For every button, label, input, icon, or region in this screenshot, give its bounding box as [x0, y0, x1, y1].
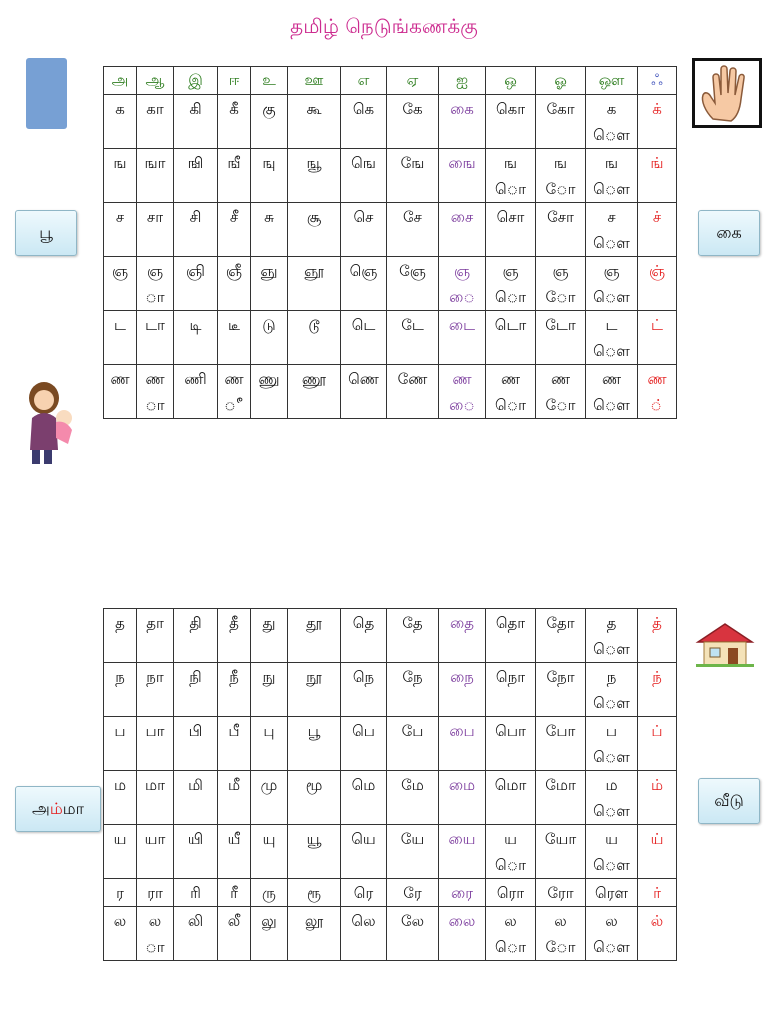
- top-cell-2-1: சா: [137, 203, 174, 257]
- bottom-cell-4-6: யெ: [341, 825, 387, 879]
- top-cell-4-1: டா: [137, 311, 174, 365]
- mother-icon: [22, 378, 82, 468]
- top-cell-4-7: டே: [387, 311, 439, 365]
- bottom-cell-2-3: பீ: [218, 717, 251, 771]
- top-cell-0-8: கை: [439, 95, 486, 149]
- word-card-amma[interactable]: [15, 786, 101, 832]
- bottom-cell-5-11: ரௌ: [586, 879, 638, 907]
- top-cell-3-4: ஞு: [251, 257, 288, 311]
- vowel-cell-0-3: ஈ: [218, 67, 251, 95]
- bottom-cell-2-7: பே: [387, 717, 439, 771]
- table-row: [104, 203, 677, 257]
- bottom-cell-1-12: ந்: [638, 663, 677, 717]
- bottom-cell-3-9: மொ: [486, 771, 536, 825]
- bottom-cell-4-7: யே: [387, 825, 439, 879]
- blue-rectangle: [26, 58, 67, 129]
- bottom-cell-4-12: ய்: [638, 825, 677, 879]
- table-row: [104, 311, 677, 365]
- bottom-cell-5-12: ர்: [638, 879, 677, 907]
- bottom-cell-5-2: ரி: [174, 879, 218, 907]
- vowel-cell-0-2: இ: [174, 67, 218, 95]
- word-kai: கை: [716, 222, 742, 242]
- bottom-cell-2-10: போ: [536, 717, 586, 771]
- bottom-cell-5-5: ரூ: [288, 879, 341, 907]
- top-cell-4-3: டீ: [218, 311, 251, 365]
- bottom-cell-0-7: தே: [387, 609, 439, 663]
- table-row: [104, 771, 677, 825]
- bottom-cell-6-0: ல: [104, 907, 137, 961]
- bottom-cell-2-8: பை: [439, 717, 486, 771]
- bottom-cell-5-3: ரீ: [218, 879, 251, 907]
- top-cell-4-12: ட்: [638, 311, 677, 365]
- top-cell-0-2: கி: [174, 95, 218, 149]
- bottom-cell-0-0: த: [104, 609, 137, 663]
- top-cell-1-5: ஙூ: [288, 149, 341, 203]
- bottom-cell-4-8: யை: [439, 825, 486, 879]
- table-row: [104, 257, 677, 311]
- bottom-cell-1-10: நோ: [536, 663, 586, 717]
- top-cell-2-0: ச: [104, 203, 137, 257]
- vowel-row: [104, 67, 677, 95]
- vowel-cell-0-7: ஏ: [387, 67, 439, 95]
- bottom-cell-4-9: ய ொ: [486, 825, 536, 879]
- bottom-cell-3-5: மூ: [288, 771, 341, 825]
- bottom-cell-3-3: மீ: [218, 771, 251, 825]
- bottom-cell-4-11: ய ௌ: [586, 825, 638, 879]
- top-cell-1-7: ஙே: [387, 149, 439, 203]
- vowel-cell-0-10: ஓ: [536, 67, 586, 95]
- bottom-cell-6-1: ல ா: [137, 907, 174, 961]
- bottom-cell-4-2: யி: [174, 825, 218, 879]
- top-cell-2-4: சு: [251, 203, 288, 257]
- top-cell-4-11: ட ௌ: [586, 311, 638, 365]
- bottom-cell-1-3: நீ: [218, 663, 251, 717]
- top-cell-2-10: சோ: [536, 203, 586, 257]
- bottom-cell-6-2: லி: [174, 907, 218, 961]
- bottom-cell-3-8: மை: [439, 771, 486, 825]
- top-cell-3-8: ஞ ை: [439, 257, 486, 311]
- bottom-cell-2-2: பி: [174, 717, 218, 771]
- top-cell-2-5: சூ: [288, 203, 341, 257]
- top-cell-1-11: ங ௌ: [586, 149, 638, 203]
- bottom-cell-6-4: லு: [251, 907, 288, 961]
- top-cell-2-6: செ: [341, 203, 387, 257]
- top-cell-5-9: ண ொ: [486, 365, 536, 419]
- top-cell-5-3: ண ீ: [218, 365, 251, 419]
- top-cell-1-0: ங: [104, 149, 137, 203]
- bottom-cell-2-12: ப்: [638, 717, 677, 771]
- top-cell-1-6: ஙெ: [341, 149, 387, 203]
- letter-table-bottom: [103, 608, 677, 961]
- vowel-cell-0-0: அ: [104, 67, 137, 95]
- top-cell-1-10: ங ோ: [536, 149, 586, 203]
- house-icon: [694, 620, 756, 670]
- bottom-cell-3-11: ம ௌ: [586, 771, 638, 825]
- table-row: [104, 717, 677, 771]
- top-cell-5-7: ணே: [387, 365, 439, 419]
- bottom-cell-4-1: யா: [137, 825, 174, 879]
- bottom-cell-5-0: ர: [104, 879, 137, 907]
- table-row: [104, 825, 677, 879]
- top-cell-2-2: சி: [174, 203, 218, 257]
- top-cell-3-6: ஞெ: [341, 257, 387, 311]
- top-cell-4-4: டு: [251, 311, 288, 365]
- top-cell-5-11: ண ௌ: [586, 365, 638, 419]
- bottom-cell-1-9: நொ: [486, 663, 536, 717]
- top-cell-3-10: ஞ ோ: [536, 257, 586, 311]
- bottom-cell-4-3: யீ: [218, 825, 251, 879]
- top-cell-4-2: டி: [174, 311, 218, 365]
- top-cell-1-8: ஙை: [439, 149, 486, 203]
- top-cell-0-11: க ௌ: [586, 95, 638, 149]
- top-cell-0-10: கோ: [536, 95, 586, 149]
- bottom-cell-3-6: மெ: [341, 771, 387, 825]
- bottom-cell-6-11: ல ௌ: [586, 907, 638, 961]
- bottom-cell-3-4: மு: [251, 771, 288, 825]
- top-cell-2-11: ச ௌ: [586, 203, 638, 257]
- bottom-cell-6-10: ல ோ: [536, 907, 586, 961]
- vowel-cell-0-5: ஊ: [288, 67, 341, 95]
- bottom-cell-6-6: லெ: [341, 907, 387, 961]
- bottom-cell-4-4: யு: [251, 825, 288, 879]
- vowel-cell-0-6: எ: [341, 67, 387, 95]
- bottom-cell-3-2: மி: [174, 771, 218, 825]
- bottom-cell-0-11: த ௌ: [586, 609, 638, 663]
- top-cell-1-4: ஙு: [251, 149, 288, 203]
- bottom-cell-1-4: நு: [251, 663, 288, 717]
- top-cell-5-4: ணு: [251, 365, 288, 419]
- bottom-cell-6-7: லே: [387, 907, 439, 961]
- bottom-cell-1-2: நி: [174, 663, 218, 717]
- word-card-poo[interactable]: [15, 210, 77, 256]
- top-cell-3-12: ஞ்: [638, 257, 677, 311]
- table-row: [104, 149, 677, 203]
- top-cell-5-5: ணூ: [288, 365, 341, 419]
- top-cell-0-12: க்: [638, 95, 677, 149]
- top-cell-1-9: ங ொ: [486, 149, 536, 203]
- bottom-cell-0-3: தீ: [218, 609, 251, 663]
- bottom-cell-5-10: ரோ: [536, 879, 586, 907]
- top-cell-3-5: ஞூ: [288, 257, 341, 311]
- bottom-cell-4-5: யூ: [288, 825, 341, 879]
- house-picture: [694, 620, 756, 670]
- hand-icon: [695, 61, 759, 125]
- bottom-cell-0-6: தெ: [341, 609, 387, 663]
- mother-child-picture: [22, 378, 82, 468]
- top-cell-1-3: ஙீ: [218, 149, 251, 203]
- top-cell-3-9: ஞ ொ: [486, 257, 536, 311]
- word-amma-part3: மா: [62, 798, 84, 818]
- top-cell-0-7: கே: [387, 95, 439, 149]
- top-cell-0-3: கீ: [218, 95, 251, 149]
- bottom-cell-4-0: ய: [104, 825, 137, 879]
- top-cell-5-8: ண ை: [439, 365, 486, 419]
- bottom-cell-3-0: ம: [104, 771, 137, 825]
- bottom-cell-5-4: ரு: [251, 879, 288, 907]
- bottom-cell-3-7: மே: [387, 771, 439, 825]
- word-poo: பூ: [39, 222, 53, 242]
- top-cell-3-2: ஞி: [174, 257, 218, 311]
- word-card-veedu[interactable]: [698, 778, 760, 824]
- bottom-cell-0-12: த்: [638, 609, 677, 663]
- vowel-cell-0-8: ஐ: [439, 67, 486, 95]
- word-amma-part1: அ: [32, 798, 50, 818]
- bottom-cell-1-1: நா: [137, 663, 174, 717]
- vowel-cell-0-12: ஃ: [638, 67, 677, 95]
- top-cell-0-0: க: [104, 95, 137, 149]
- bottom-cell-2-0: ப: [104, 717, 137, 771]
- bottom-cell-4-10: யோ: [536, 825, 586, 879]
- top-cell-0-9: கொ: [486, 95, 536, 149]
- bottom-cell-1-7: நே: [387, 663, 439, 717]
- top-cell-4-6: டெ: [341, 311, 387, 365]
- bottom-cell-6-12: ல்: [638, 907, 677, 961]
- bottom-cell-1-8: நை: [439, 663, 486, 717]
- top-cell-3-0: ஞ: [104, 257, 137, 311]
- vowel-cell-0-4: உ: [251, 67, 288, 95]
- table-row: [104, 879, 677, 907]
- top-cell-4-5: டூ: [288, 311, 341, 365]
- top-cell-2-8: சை: [439, 203, 486, 257]
- top-cell-1-12: ங்: [638, 149, 677, 203]
- top-cell-3-7: ஞே: [387, 257, 439, 311]
- bottom-cell-6-3: லீ: [218, 907, 251, 961]
- vowel-cell-0-11: ஔ: [586, 67, 638, 95]
- bottom-cell-6-9: ல ொ: [486, 907, 536, 961]
- top-cell-5-12: ண ்: [638, 365, 677, 419]
- bottom-cell-2-4: பு: [251, 717, 288, 771]
- bottom-cell-0-5: தூ: [288, 609, 341, 663]
- top-cell-5-0: ண: [104, 365, 137, 419]
- top-cell-0-5: கூ: [288, 95, 341, 149]
- table-row: [104, 365, 677, 419]
- top-cell-2-12: ச்: [638, 203, 677, 257]
- bottom-cell-1-6: நெ: [341, 663, 387, 717]
- bottom-cell-5-9: ரொ: [486, 879, 536, 907]
- word-veedu: வீடு: [714, 790, 744, 810]
- top-cell-1-2: ஙி: [174, 149, 218, 203]
- top-cell-2-3: சீ: [218, 203, 251, 257]
- bottom-cell-0-4: து: [251, 609, 288, 663]
- table-row: [104, 907, 677, 961]
- top-cell-5-1: ண ா: [137, 365, 174, 419]
- table-row: [104, 609, 677, 663]
- bottom-cell-3-10: மோ: [536, 771, 586, 825]
- bottom-cell-0-8: தை: [439, 609, 486, 663]
- bottom-cell-0-1: தா: [137, 609, 174, 663]
- letter-table-top: [103, 66, 677, 419]
- top-cell-4-10: டோ: [536, 311, 586, 365]
- bottom-cell-2-5: பூ: [288, 717, 341, 771]
- top-cell-3-11: ஞ ௌ: [586, 257, 638, 311]
- word-amma-part2: ம்: [49, 798, 63, 818]
- top-cell-1-1: ஙா: [137, 149, 174, 203]
- table-row: [104, 95, 677, 149]
- bottom-cell-2-11: ப ௌ: [586, 717, 638, 771]
- top-cell-5-6: ணெ: [341, 365, 387, 419]
- bottom-cell-1-0: ந: [104, 663, 137, 717]
- top-cell-4-8: டை: [439, 311, 486, 365]
- vowel-cell-0-1: ஆ: [137, 67, 174, 95]
- top-cell-5-2: ணி: [174, 365, 218, 419]
- bottom-cell-6-5: லூ: [288, 907, 341, 961]
- bottom-cell-2-6: பெ: [341, 717, 387, 771]
- top-cell-4-0: ட: [104, 311, 137, 365]
- bottom-cell-0-2: தி: [174, 609, 218, 663]
- bottom-cell-5-8: ரை: [439, 879, 486, 907]
- top-cell-3-1: ஞ ா: [137, 257, 174, 311]
- top-cell-2-9: சொ: [486, 203, 536, 257]
- table-row: [104, 663, 677, 717]
- bottom-cell-5-1: ரா: [137, 879, 174, 907]
- bottom-cell-1-11: ந ௌ: [586, 663, 638, 717]
- bottom-cell-2-9: பொ: [486, 717, 536, 771]
- bottom-cell-5-6: ரெ: [341, 879, 387, 907]
- page-title: தமிழ் நெடுங்கணக்கு: [290, 14, 478, 38]
- bottom-cell-2-1: பா: [137, 717, 174, 771]
- top-cell-4-9: டொ: [486, 311, 536, 365]
- bottom-cell-1-5: நூ: [288, 663, 341, 717]
- bottom-cell-0-10: தோ: [536, 609, 586, 663]
- top-cell-0-6: கெ: [341, 95, 387, 149]
- top-cell-5-10: ண ோ: [536, 365, 586, 419]
- top-cell-3-3: ஞீ: [218, 257, 251, 311]
- bottom-cell-6-8: லை: [439, 907, 486, 961]
- bottom-cell-3-12: ம்: [638, 771, 677, 825]
- top-cell-0-4: கு: [251, 95, 288, 149]
- top-cell-0-1: கா: [137, 95, 174, 149]
- top-cell-2-7: சே: [387, 203, 439, 257]
- bottom-cell-3-1: மா: [137, 771, 174, 825]
- vowel-cell-0-9: ஒ: [486, 67, 536, 95]
- bottom-cell-0-9: தொ: [486, 609, 536, 663]
- hand-picture-frame: [692, 58, 762, 128]
- bottom-cell-5-7: ரே: [387, 879, 439, 907]
- word-card-kai[interactable]: [698, 210, 760, 256]
